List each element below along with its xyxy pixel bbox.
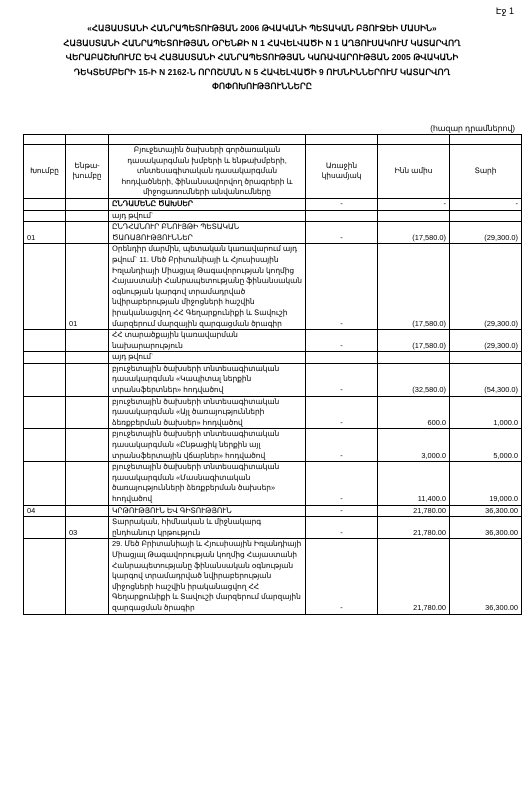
cell-subgroup <box>66 396 109 429</box>
cell-group <box>24 198 66 210</box>
table-row <box>24 396 522 429</box>
cell-year <box>450 352 522 364</box>
cell-year: 36,300.00 <box>450 517 522 539</box>
title-line: ՎԵՐԱԲԱՇԽՈՒՄԸ ԵՎ ՀԱՅԱՍՏԱՆԻ ՀԱՆՐԱՊԵՏՈՒԹՅԱՆ ԿԱՌԱՎԱՐՈՒԹՅԱՆ 2005 ԹՎԱԿԱՆԻ <box>65 52 459 63</box>
table-row <box>24 222 522 244</box>
cell-subgroup <box>66 462 109 505</box>
cell-nine-months: (17,580.0) <box>378 222 450 244</box>
title-line: ՓՈՓՈԽՈՒԹՅՈՒՆՆԵՐԸ <box>212 81 312 92</box>
page-number: Էջ 1 <box>495 6 514 16</box>
cell-year: 36,300.00 <box>450 539 522 614</box>
cell-group <box>24 539 66 614</box>
cell-nine-months: 21,780.00 <box>378 505 450 517</box>
cell-group <box>24 244 66 330</box>
cell-description: ԸՆԴԱՄԵՆԸ ԾԱԽՍԵՐ <box>109 198 306 210</box>
cell-nine-months: (32,580.0) <box>378 363 450 396</box>
cell-nine-months <box>378 210 450 222</box>
header-subgroup: Ենթա-խումբը <box>66 145 109 199</box>
cell-first-half: - <box>306 462 378 505</box>
cell-year: 19,000.0 <box>450 462 522 505</box>
table-row <box>24 352 522 364</box>
cell-first-half: - <box>306 244 378 330</box>
cell-group <box>24 429 66 462</box>
cell-subgroup <box>66 198 109 210</box>
cell-year: 5,000.0 <box>450 429 522 462</box>
cell-group: 01 <box>24 222 66 244</box>
table-row <box>24 462 522 505</box>
cell-first-half: - <box>306 429 378 462</box>
cell-year: 1,000.0 <box>450 396 522 429</box>
cell-first-half: - <box>306 363 378 396</box>
cell-subgroup: 03 <box>66 517 109 539</box>
document-title <box>8 21 516 94</box>
title-line: ՀԱՅԱՍՏԱՆԻ ՀԱՆՐԱՊԵՏՈՒԹՅԱՆ ՕՐԵՆՔԻ N 1 ՀԱՎԵԼՎԱԾԻ N 1 ԱՂՅՈՒՍԱԿՈՒՄ ԿԱՏԱՐՎՈՂ <box>63 37 461 48</box>
budget-table <box>23 134 522 615</box>
table-row <box>24 244 522 330</box>
cell-nine-months: 21,780.00 <box>378 539 450 614</box>
cell-subgroup <box>66 330 109 352</box>
cell-nine-months: (17,580.0) <box>378 244 450 330</box>
cell-year: (29,300.0) <box>450 222 522 244</box>
header-year: Տարի <box>450 145 522 199</box>
cell-description: Տարրական, հիմնական և միջնակարգ ընդհանուր կրթություն <box>109 517 306 539</box>
cell-year: (29,300.0) <box>450 244 522 330</box>
cell-nine-months: (17,580.0) <box>378 330 450 352</box>
header-nine-months: Ինն ամիս <box>378 145 450 199</box>
cell-description: ՀՀ տարածքային կառավարման նախարարություն <box>109 330 306 352</box>
cell-group <box>24 363 66 396</box>
table-header-row <box>24 145 522 199</box>
cell-year: (29,300.0) <box>450 330 522 352</box>
cell-description: ԸՆԴՀԱՆՈՒՐ ԲՆՈՒՅԹԻ ՊԵՏԱԿԱՆ ԾԱՌԱՅՈՒԹՅՈՒՆՆԵՐ <box>109 222 306 244</box>
cell-description: բյուջետային ծախսերի տնտեսագիտական դասակարգման «Կապիտալ ներքին տրանսֆերտներ» հոդվածով <box>109 363 306 396</box>
table-row <box>24 363 522 396</box>
cell-year: - <box>450 198 522 210</box>
title-line: «ՀԱՅԱՍՏԱՆԻ ՀԱՆՐԱՊԵՏՈՒԹՅԱՆ 2006 ԹՎԱԿԱՆԻ ՊԵՏԱԿԱՆ ԲՅՈՒՋԵԻ ՄԱՍԻՆ» <box>87 23 437 33</box>
table-top-spacer <box>24 135 522 145</box>
cell-group: 04 <box>24 505 66 517</box>
cell-nine-months: 3,000.0 <box>378 429 450 462</box>
cell-nine-months: 600.0 <box>378 396 450 429</box>
cell-first-half: - <box>306 198 378 210</box>
cell-nine-months: - <box>378 198 450 210</box>
cell-subgroup <box>66 505 109 517</box>
cell-first-half: - <box>306 396 378 429</box>
cell-nine-months: 11,400.0 <box>378 462 450 505</box>
table-row <box>24 330 522 352</box>
cell-description: բյուջետային ծախսերի տնտեսագիտական դասակարգման «Այլ ծառայությունների ձեռքբերման ծախսեր» հոդվածով <box>109 396 306 429</box>
cell-subgroup <box>66 352 109 364</box>
cell-description: ԿՐԹՈՒԹՅՈՒՆ ԵՎ ԳԻՏՈՒԹՅՈՒՆ <box>109 505 306 517</box>
header-group: Խումբը <box>24 145 66 199</box>
cell-first-half: - <box>306 222 378 244</box>
table-row <box>24 505 522 517</box>
cell-group <box>24 462 66 505</box>
cell-group <box>24 330 66 352</box>
cell-subgroup <box>66 539 109 614</box>
cell-subgroup <box>66 429 109 462</box>
cell-subgroup <box>66 363 109 396</box>
cell-first-half: - <box>306 330 378 352</box>
cell-group <box>24 396 66 429</box>
cell-description: այդ թվում` <box>109 210 306 222</box>
cell-year: (54,300.0) <box>450 363 522 396</box>
cell-description: Օրենդիր մարմին, պետական կառավարում այդ թվում` 11. Մեծ Բրիտանիայի և Հյուսիսային Իռլանդիայի Միացյալ Թագավորության կողմից Հայաստանի Հանրապետությանը ֆինանսական օգնության կարգով տրամադրված նվիրաբերության միջոցների հաշվին իրականացվող ՀՀ Գեղարքունիքի և Տավուշի մարզերում մարզային զարգացման ծրագիր <box>109 244 306 330</box>
cell-subgroup: 01 <box>66 244 109 330</box>
cell-description: բյուջետային ծախսերի տնտեսագիտական դասակարգման «Ընթացիկ ներքին այլ տրանսֆերտային վճարներ» հոդվածով <box>109 429 306 462</box>
cell-first-half <box>306 210 378 222</box>
cell-first-half <box>306 352 378 364</box>
cell-year <box>450 210 522 222</box>
cell-nine-months: 21,780.00 <box>378 517 450 539</box>
cell-group <box>24 210 66 222</box>
header-description: Բյուջետային ծախսերի գործառական դասակարգման խմբերի և ենթախմբերի, տնտեսագիտական դասակարգման հոդվածների, ֆինանսավորվող ծրագրերի և միջոցառումների անվանումները <box>109 145 306 199</box>
table-body <box>24 198 522 614</box>
cell-subgroup <box>66 222 109 244</box>
header-first-half: Առաջին կիսամյակ <box>306 145 378 199</box>
table-row <box>24 210 522 222</box>
cell-group <box>24 517 66 539</box>
cell-year: 36,300.00 <box>450 505 522 517</box>
cell-first-half: - <box>306 505 378 517</box>
cell-group <box>24 352 66 364</box>
table-row <box>24 517 522 539</box>
cell-nine-months <box>378 352 450 364</box>
table-row <box>24 198 522 210</box>
table-row <box>24 539 522 614</box>
table-row <box>24 429 522 462</box>
cell-first-half: - <box>306 539 378 614</box>
cell-subgroup <box>66 210 109 222</box>
cell-description: այդ թվում` <box>109 352 306 364</box>
cell-description: 29. Մեծ Բրիտանիայի և Հյուսիսային Իռլանդիայի Միացյալ Թագավորության կողմից Հայաստանի Հանրապետությանը ֆինանսական օգնության կարգով տրամադրված նվիրաբերության միջոցների հաշվին իրականացվող ՀՀ Գեղարքունիքի և Տավուշի մարզերում մարզային զարգացման ծրագիր <box>109 539 306 614</box>
cell-description: բյուջետային ծախսերի տնտեսագիտական դասակարգման «Մասնագիտական ծառայությունների ձեռքբերման ծախսեր» հոդվածով <box>109 462 306 505</box>
cell-first-half: - <box>306 517 378 539</box>
unit-note: (հազար դրամներով) <box>430 124 515 133</box>
title-line: ԴԵԿՏԵՄԲԵՐԻ 15-Ի N 2162-Ն ՈՐՈՇՄԱՆ N 5 ՀԱՎԵԼՎԱԾԻ 9 ՈՒՍՆԻՆՆԵՐՈՒՄ ԿԱՏԱՐՎՈՂ <box>73 66 451 77</box>
